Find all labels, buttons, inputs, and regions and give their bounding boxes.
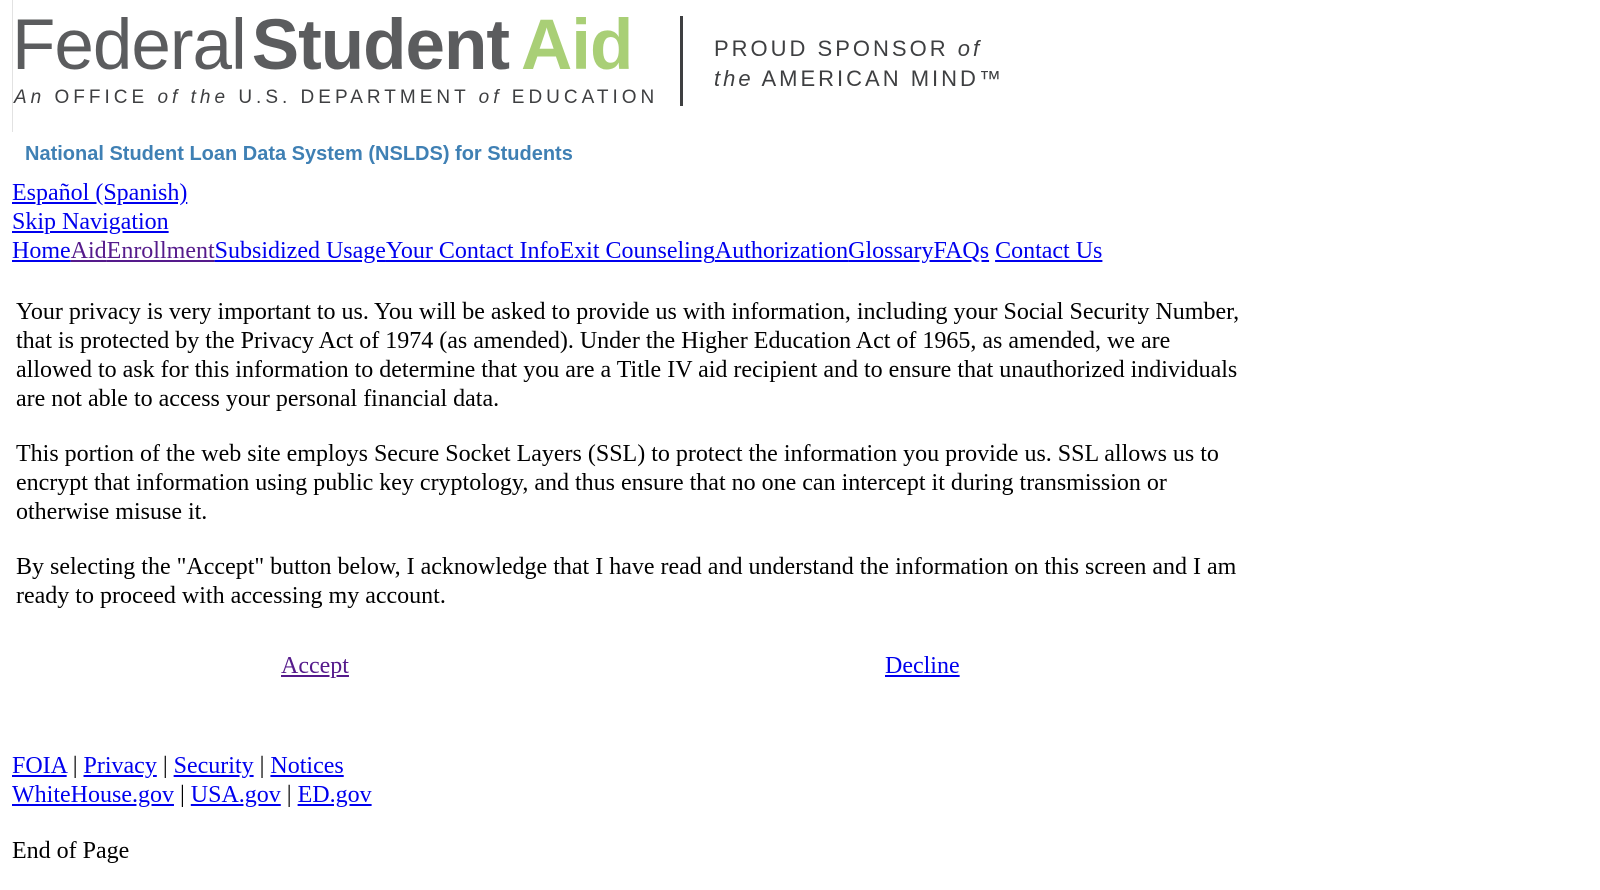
skip-navigation-link[interactable]: Skip Navigation [12, 209, 169, 235]
nslds-title: National Student Loan Data System (NSLDS) for Students [25, 143, 573, 165]
logo-subtitle [14, 86, 658, 110]
site-header [12, 0, 1012, 135]
nav-authorization[interactable]: Authorization [714, 238, 849, 264]
nav-exit-counseling[interactable]: Exit Counseling [559, 238, 715, 264]
decline-link[interactable]: Decline [885, 653, 960, 679]
accept-link[interactable]: Accept [281, 653, 349, 679]
logo-subtitle-space [181, 87, 190, 108]
footer-separator: | [72, 753, 78, 779]
sponsor-line-1 [714, 34, 1004, 64]
nav-contact-us[interactable]: Contact Us [995, 238, 1103, 264]
sponsor-line-2 [714, 64, 1004, 94]
nav-contact-info[interactable]: Your Contact Info [385, 238, 560, 264]
sponsor-line-1-of: of [957, 36, 983, 61]
privacy-notice [16, 298, 1241, 637]
logo-subtitle-an: An [14, 87, 46, 108]
notices-link[interactable]: Notices [270, 753, 344, 779]
logo-word-student: Student [251, 6, 509, 85]
logo-subtitle-department: U.S. DEPARTMENT [229, 87, 479, 108]
footer-separator: | [259, 753, 265, 779]
logo-divider [680, 16, 683, 106]
footer-row-policies [12, 752, 372, 781]
footer-separator: | [286, 782, 292, 808]
logo-subtitle-the: the [190, 87, 230, 108]
sponsor-tagline [714, 34, 1004, 94]
security-link[interactable]: Security [173, 753, 254, 779]
sponsor-line-2-the: the [714, 66, 754, 91]
footer-separator: | [162, 753, 168, 779]
logo-subtitle-of: of [478, 87, 503, 108]
ssl-paragraph: This portion of the web site employs Secure Socket Layers (SSL) to protect the information you provide us. SSL allows us to encrypt that information using public key cryptology, and thus ensure that no one can intercept it during transmission or otherwise misuse it. [16, 441, 1219, 525]
logo-word-federal: Federal [12, 6, 246, 85]
nav-enrollment[interactable]: Enrollment [106, 238, 215, 264]
federal-student-aid-logo [12, 6, 632, 86]
footer-separator: | [179, 782, 185, 808]
nav-subsidized-usage[interactable]: Subsidized Usage [214, 238, 386, 264]
site-footer [12, 752, 372, 810]
main-navigation [12, 237, 1102, 266]
end-of-page-text: End of Page [12, 838, 130, 864]
logo-subtitle-office: OFFICE [45, 87, 158, 108]
foia-link[interactable]: FOIA [12, 753, 67, 779]
privacy-link[interactable]: Privacy [83, 753, 157, 779]
footer-row-gov-sites [12, 781, 372, 810]
nav-home[interactable]: Home [12, 238, 71, 264]
sponsor-line-2-text: AMERICAN MIND™ [761, 66, 1004, 91]
privacy-paragraph: Your privacy is very important to us. You will be asked to provide us with information, including your Social Security Number, that is protected by the Privacy Act of 1974 (as amended). Under the Higher Education Act of 1965, as amended, we are allowed to ask for this information to determine that you are a Title IV aid recipient and to ensure that unauthorized individuals are not able to access your personal financial data. [16, 299, 1240, 412]
logo-subtitle-of: of [157, 87, 182, 108]
ed-gov-link[interactable]: ED.gov [297, 782, 372, 808]
top-links [12, 179, 187, 237]
spanish-link[interactable]: Español (Spanish) [12, 180, 188, 206]
acknowledgement-paragraph: By selecting the "Accept" button below, I acknowledge that I have read and understand the information on this screen and I am ready to proceed with accessing my account. [16, 554, 1237, 609]
nav-glossary[interactable]: Glossary [848, 238, 934, 264]
logo-subtitle-education: EDUCATION [502, 87, 659, 108]
whitehouse-link[interactable]: WhiteHouse.gov [12, 782, 174, 808]
logo-word-aid: Aid [520, 6, 633, 85]
nav-faqs[interactable]: FAQs [933, 238, 990, 264]
sponsor-line-1-text: PROUD SPONSOR [714, 36, 949, 61]
nav-aid[interactable]: Aid [70, 238, 107, 264]
usa-gov-link[interactable]: USA.gov [190, 782, 281, 808]
